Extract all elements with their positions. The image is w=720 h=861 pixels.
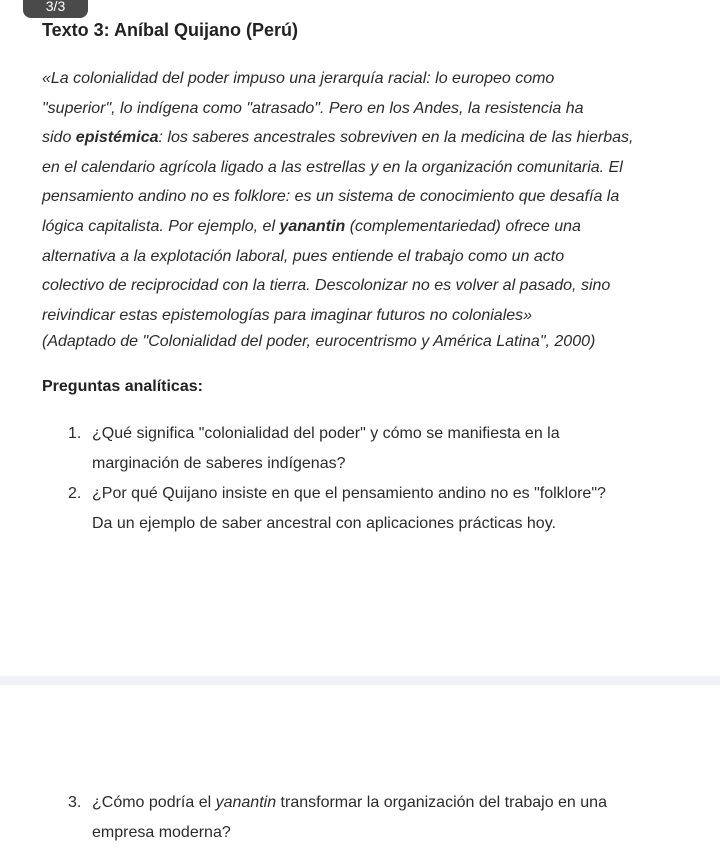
question-text <box>92 419 560 478</box>
quote-paragraph <box>42 64 682 330</box>
quote-line: en el calendario agrícola ligado a las estrellas y en la organización comunitaria. El <box>42 158 623 176</box>
quote-line: «La colonialidad del poder impuso una jerarquía racial: lo europeo como <box>42 70 555 87</box>
document-title: Texto 3: Aníbal Quijano (Perú) <box>42 20 299 40</box>
question-text-part: ¿Cómo podría el <box>92 794 216 811</box>
question-line: ¿Qué significa "colonialidad del poder" y cómo se manifiesta en la <box>92 425 560 442</box>
quote-text: : los saberes ancestrales sobreviven en la medicina de las hierbas, <box>158 129 634 147</box>
quote-line: reivindicar estas epistemologías para imaginar futuros no coloniales» <box>42 306 533 324</box>
quote-line <box>42 123 682 153</box>
page-break-divider <box>0 676 720 685</box>
questions-heading: Preguntas analíticas: <box>42 378 203 395</box>
question-text <box>92 479 606 538</box>
question-text-part: transformar la organización del trabajo en una <box>276 794 607 811</box>
quote-line: pensamiento andino no es folklore: es un sistema de conocimiento que desafía la <box>42 188 620 206</box>
quote-emphasis: epistémica <box>75 129 159 147</box>
quote-emphasis: yanantin <box>279 217 346 235</box>
question-line: ¿Por qué Quijano insiste en que el pensamiento andino no es "folklore"? <box>92 485 606 502</box>
question-text <box>92 788 607 847</box>
quote-text: (complementariedad) ofrece una <box>345 217 581 235</box>
question-number: 2. <box>68 485 82 502</box>
quote-text: sido <box>42 129 76 147</box>
quote-line: colectivo de reciprocidad con la tierra. Descolonizar no es volver al pasado, sino <box>42 277 611 295</box>
question-line: Da un ejemplo de saber ancestral con aplicaciones prácticas hoy. <box>92 514 556 532</box>
question-line: empresa moderna? <box>92 823 231 841</box>
page-indicator <box>23 0 88 18</box>
quote-source: (Adaptado de "Colonialidad del poder, eurocentrismo y América Latina", 2000) <box>42 333 596 350</box>
question-number: 1. <box>68 425 82 442</box>
page-indicator-text: 3/3 <box>45 0 66 14</box>
quote-line: alternativa a la explotación laboral, pues entiende el trabajo como un acto <box>42 247 565 265</box>
quote-line: "superior", lo indígena como "atrasado". Pero en los Andes, la resistencia ha <box>42 99 584 117</box>
quote-text: lógica capitalista. Por ejemplo, el <box>42 217 280 235</box>
question-line <box>92 788 607 818</box>
question-line: marginación de saberes indígenas? <box>92 454 346 472</box>
question-number: 3. <box>68 794 82 811</box>
question-emphasis: yanantin <box>215 794 277 811</box>
quote-line <box>42 212 682 242</box>
